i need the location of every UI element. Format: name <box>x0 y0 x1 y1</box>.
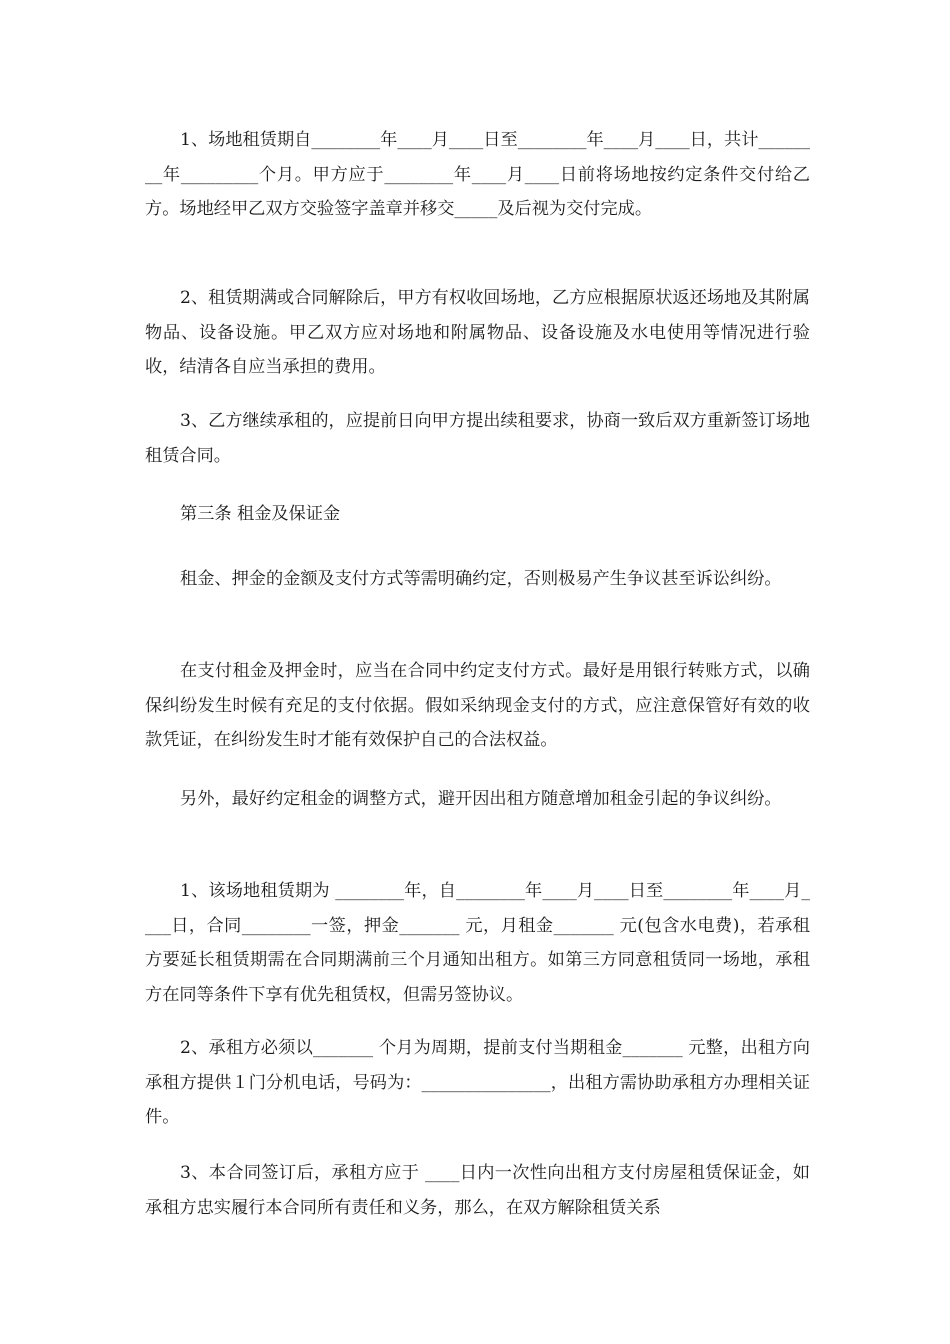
paragraph-lease-term: 1、场地租赁期自________年____月____日至________年____月____日，共计________年_________个月。甲方应于________年____月____日前将场地按约定条件交付给乙方。场地经甲乙双方交验签字盖章并移交_____及后视为交付完成。 <box>145 130 810 219</box>
paragraph-payment-method: 在支付租金及押金时，应当在合同中约定支付方式。最好是用银行转账方式，以确保纠纷发生时候有充足的支付依据。假如采纳现金支付的方式，应注意保管好有效的收款凭证，在纠纷发生时才能有效保护自己的合法权益。 <box>145 661 810 750</box>
paragraph-lease-expiry: 2、租赁期满或合同解除后，甲方有权收回场地，乙方应根据原状返还场地及其附属物品、设备设施。甲乙双方应对场地和附属物品、设备设施及水电使用等情况进行验收，结清各自应当承担的费用。 <box>145 288 810 377</box>
paragraph-rent-adjustment: 另外，最好约定租金的调整方式，避开因出租方随意增加租金引起的争议纠纷。 <box>180 789 782 809</box>
paragraph-rent-deposit: 租金、押金的金额及支付方式等需明确约定，否则极易产生争议甚至诉讼纠纷。 <box>180 569 782 589</box>
section-heading: 第三条 租金及保证金 <box>180 504 341 524</box>
paragraph-clause-1: 1、该场地租赁期为 ________年，自________年____月____日至________年____月____日，合同________一签，押金_______ 元，月租金_______ 元(包含水电费)，若承租方要延长租赁期需在合同期满前三个月通知出租方。如第三方同意租赁同一场地，承租方在同等条件下享有优先租赁权，但需另签协议。 <box>145 881 810 1005</box>
paragraph-renewal: 3、乙方继续承租的，应提前日向甲方提出续租要求，协商一致后双方重新签订场地租赁合同。 <box>145 411 810 466</box>
paragraph-clause-3: 3、本合同签订后，承租方应于 ____日内一次性向出租方支付房屋租赁保证金，如承租方忠实履行本合同所有责任和义务，那么，在双方解除租赁关系 <box>145 1163 810 1218</box>
paragraph-clause-2: 2、承租方必须以_______ 个月为周期，提前支付当期租金_______ 元整，出租方向承租方提供１门分机电话，号码为：_______________，出租方需协助承租方办理相关证件。 <box>145 1038 810 1127</box>
